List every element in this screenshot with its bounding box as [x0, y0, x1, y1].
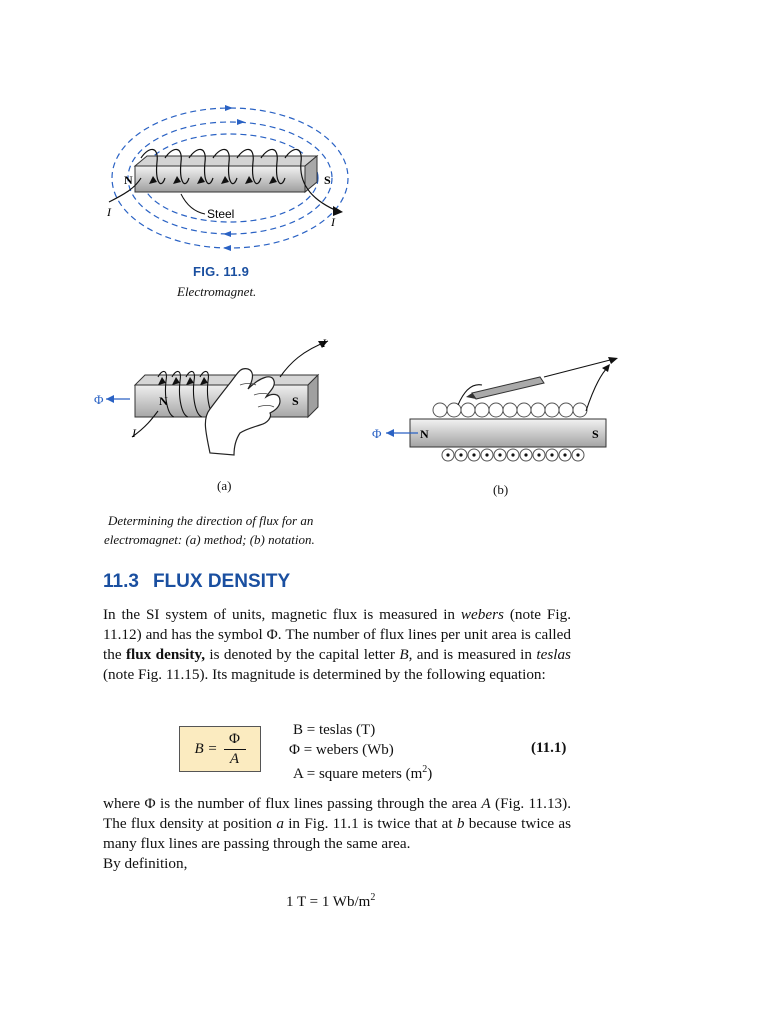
electromagnet-figure — [95, 98, 365, 253]
steel-label: Steel — [207, 207, 235, 221]
equation-lhs: B = — [194, 740, 218, 757]
current-label-right: I — [331, 215, 335, 229]
figure-title: Electromagnet. — [177, 284, 257, 299]
south-pole-label: S — [324, 173, 331, 187]
equation-denominator: A — [229, 750, 240, 767]
north-pole-label: N — [124, 173, 133, 187]
current-label-a-bottom: I — [132, 426, 136, 440]
equation-number: (11.1) — [531, 740, 567, 756]
unit-b: B = teslas (T) — [293, 722, 376, 738]
south-label-a: S — [292, 394, 299, 408]
current-label-left: I — [107, 205, 111, 219]
intro-paragraph: In the SI system of units, magnetic flux is measured in webers (note Fig. 11.12) and has the symbol Φ. The number of flux lines per unit area is called the flux density, is denoted by the capital letter B, and is measured in teslas (note Fig. 11.15). Its magnitude is determined by the following equation: — [103, 606, 571, 683]
explanation-paragraph: where Φ is the number of flux lines passing through the area A (Fig. 11.13). The flux density at position a in Fig. 11.1 is twice that at b because twice as many flux lines are passing through the same area. — [103, 795, 571, 852]
by-definition-line: By definition, — [103, 855, 188, 872]
figure-number: FIG. 11.9 — [193, 264, 250, 279]
section-title: FLUX DENSITY — [152, 571, 291, 592]
equation-numerator: Φ — [229, 730, 240, 747]
unit-phi: Φ = webers (Wb) — [289, 742, 394, 758]
section-number: 11.3 — [103, 571, 139, 592]
flux-notation-figure — [368, 353, 624, 468]
section-heading — [103, 571, 290, 593]
current-label-a-top: I — [322, 336, 326, 350]
unit-a: A = square meters $(m^2)$ — [293, 764, 433, 782]
right-hand-rule-figure — [90, 333, 340, 458]
phi-label-b: Φ — [372, 426, 382, 441]
phi-label-a: Φ — [94, 392, 104, 407]
north-label-b: N — [420, 427, 429, 441]
fraction-bar — [224, 749, 246, 750]
south-label-b: S — [592, 427, 599, 441]
equation-fraction — [224, 731, 246, 768]
north-label-a: N — [159, 394, 168, 408]
figure-caption-line-1: Determining the direction of flux for an — [108, 513, 314, 528]
equation-box — [179, 726, 261, 772]
subfigure-a-label: (a) — [217, 478, 232, 493]
figure-caption-line-2: electromagnet: (a) method; (b) notation. — [104, 532, 315, 547]
tesla-definition: 1 T = 1 $Wb/m^2$ — [286, 892, 376, 910]
subfigure-b-label: (b) — [493, 482, 509, 497]
